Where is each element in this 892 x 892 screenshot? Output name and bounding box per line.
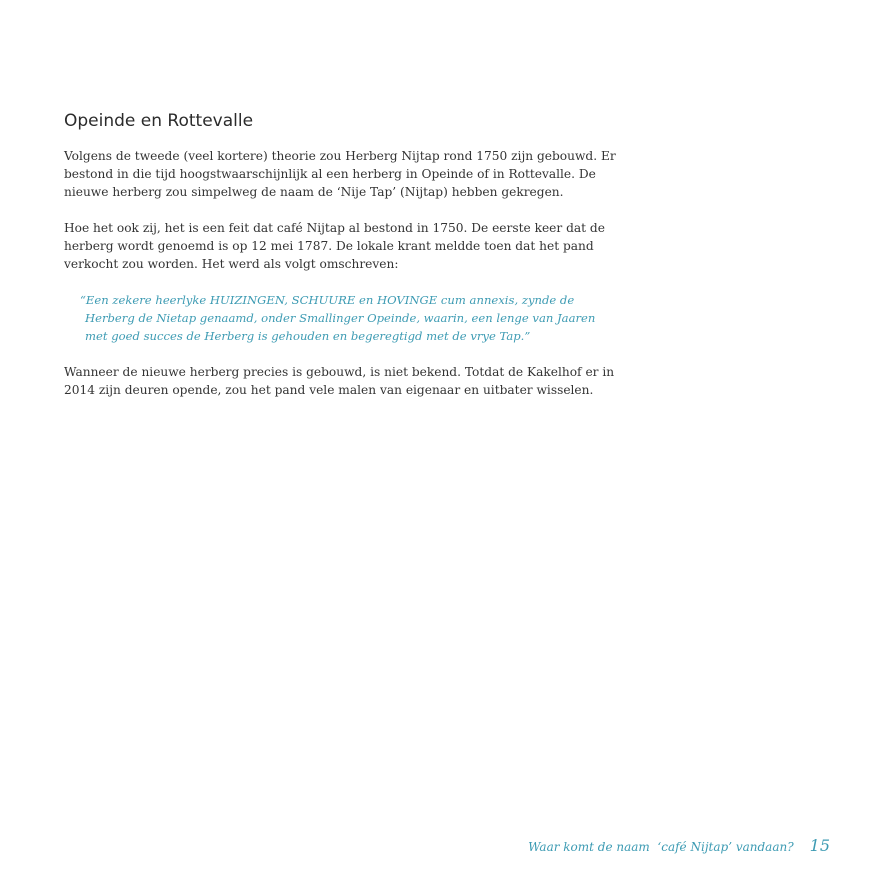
paragraph-line: bestond in die tijd hoogstwaarschijnlijk al een herberg in Opeinde of in Rottevalle. De	[64, 167, 596, 181]
paragraph-line: Wanneer de nieuwe herberg precies is gebouwd, is niet bekend. Totdat de Kakelhof er in	[64, 365, 615, 379]
paragraph-line: herberg wordt genoemd is op 12 mei 1787. De lokale krant meldde toen dat het pand	[64, 239, 594, 253]
paragraph-line: verkocht zou worden. Het werd als volgt omschreven:	[64, 257, 399, 271]
page-footer	[528, 836, 830, 855]
page-number: 15	[809, 836, 830, 855]
paragraph-line: nieuwe herberg zou simpelweg de naam de ‘Nije Tap’ (Nijtap) hebben gekregen.	[64, 185, 564, 199]
paragraph-theory	[64, 147, 616, 201]
running-title: Waar komt de naam ‘café Nijtap’ vandaan?	[528, 840, 794, 854]
paragraph-conclusion	[64, 363, 615, 399]
historic-quote	[80, 291, 595, 345]
paragraph-line: Volgens de tweede (veel kortere) theorie zou Herberg Nijtap rond 1750 zijn gebouwd. Er	[64, 149, 616, 163]
paragraph-line: Hoe het ook zij, het is een feit dat café Nijtap al bestond in 1750. De eerste keer dat de	[64, 221, 605, 235]
quote-line: “Een zekere heerlyke HUIZINGEN, SCHUURE en HOVINGE cum annexis, zynde de	[80, 293, 575, 307]
paragraph-line: 2014 zijn deuren opende, zou het pand vele malen van eigenaar en uitbater wisselen.	[64, 383, 594, 397]
quote-line: Herberg de Nietap genaamd, onder Smallinger Opeinde, waarin, een lenge van Jaaren	[85, 311, 596, 325]
quote-line: met goed succes de Herberg is gehouden en begeregtigd met de vrye Tap.”	[85, 329, 531, 343]
section-heading: Opeinde en Rottevalle	[64, 111, 254, 131]
paragraph-history	[64, 219, 605, 273]
